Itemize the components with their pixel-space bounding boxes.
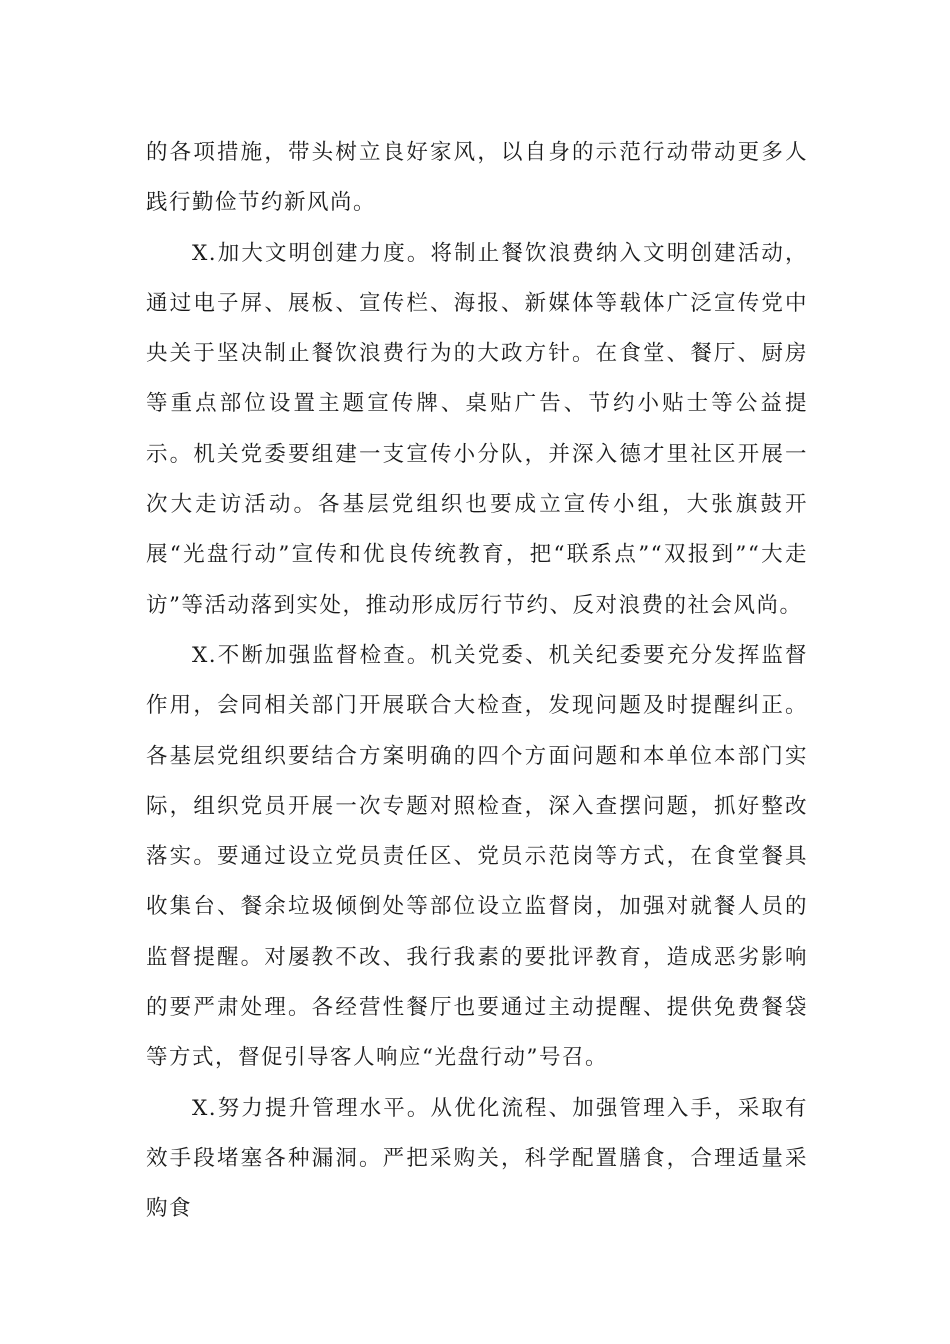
paragraph-3: X.不断加强监督检查。机关党委、机关纪委要充分发挥监督作用，会同相关部门开展联合大检查，发现问题及时提醒纠正。各基层党组织要结合方案明确的四个方面问题和本单位本部门实际，组织党员开展一次专题对照检查，深入查摆问题，抓好整改落实。要通过设立党员责任区、党员示范岗等方式，在食堂餐具收集台、餐余垃圾倾倒处等部位设立监督岗，加强对就餐人员的监督提醒。对屡教不改、我行我素的要批评教育，造成恶劣影响的要严肃处理。各经营性餐厅也要通过主动提醒、提供免费餐袋等方式，督促引导客人响应“光盘行动”号召。 xyxy=(146,642,808,1071)
paragraph-2: X.加大文明创建力度。将制止餐饮浪费纳入文明创建活动，通过电子屏、展板、宣传栏、海报、新媒体等载体广泛宣传党中央关于坚决制止餐饮浪费行为的大政方针。在食堂、餐厅、厨房等重点部位设置主题宣传牌、桌贴广告、节约小贴士等公益提示。机关党委要组建一支宣传小分队，并深入德才里社区开展一次大走访活动。各基层党组织也要成立宣传小组，大张旗鼓开展“光盘行动”宣传和优良传统教育，把“联系点”“双报到”“大走访”等活动落到实处，推动形成厉行节约、反对浪费的社会风尚。 xyxy=(146,240,808,618)
paragraph-4: X.努力提升管理水平。从优化流程、加强管理入手，采取有效手段堵塞各种漏洞。严把采购关，科学配置膳食，合理适量采购食 xyxy=(146,1095,808,1222)
paragraph-1: 的各项措施，带头树立良好家风，以自身的示范行动带动更多人践行勤俭节约新风尚。 xyxy=(146,140,808,216)
document-body xyxy=(146,128,808,1235)
